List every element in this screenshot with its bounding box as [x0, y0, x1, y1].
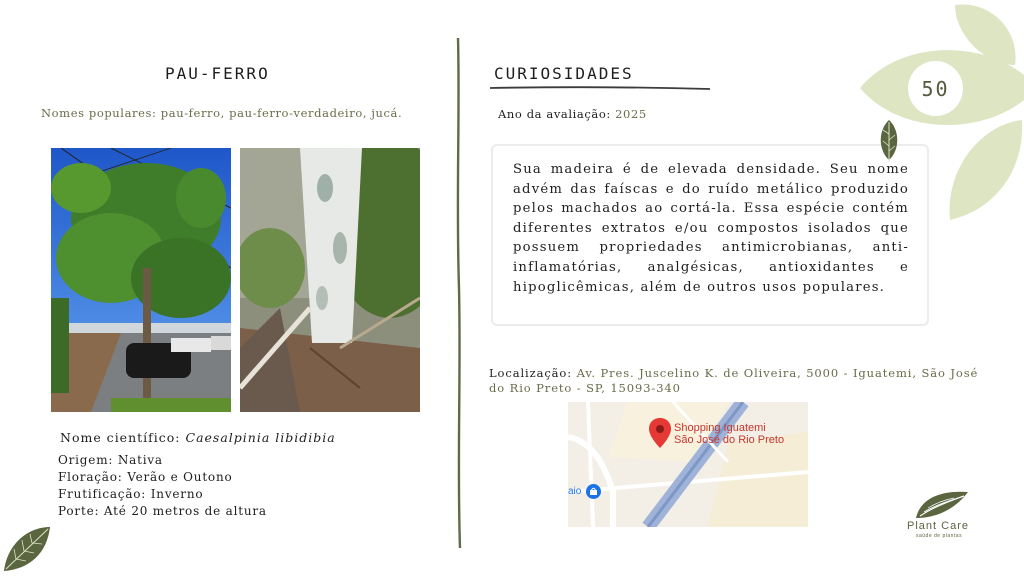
map-place-line1: Shopping Iguatemi [674, 422, 766, 434]
year-label: Ano da avaliação: [498, 107, 616, 121]
map-place-line2: São José do Rio Preto [674, 434, 785, 446]
location [489, 366, 979, 396]
map-pin-icon[interactable] [649, 418, 671, 448]
fact-origin: Origem: Nativa [58, 453, 163, 467]
brand-name: Plant Care [907, 520, 969, 532]
tree-photo [51, 148, 231, 412]
scientific-name-line [60, 430, 336, 445]
species-title: PAU-FERRO [165, 64, 270, 83]
vertical-divider [452, 38, 466, 548]
number-badge [908, 61, 963, 116]
fact-flowering: Floração: Verão e Outono [58, 470, 233, 484]
curiosities-title: CURIOSIDADES [494, 64, 634, 83]
plant-care-logo [914, 488, 970, 520]
popular-names: Nomes populares: pau-ferro, pau-ferro-verdadeiro, jucá. [41, 106, 403, 120]
location-map[interactable] [568, 402, 808, 527]
fact-fruiting: Frutificação: Inverno [58, 487, 204, 501]
leaf-icon [878, 120, 900, 162]
scientific-name: Caesalpinia libidibia [185, 430, 336, 445]
title-underline [490, 84, 712, 92]
scientific-name-label: Nome científico: [60, 430, 186, 445]
evaluation-year [498, 107, 647, 121]
brand-tagline: saúde de plantas [916, 533, 963, 539]
location-label: Localização: [489, 366, 577, 380]
fact-size: Porte: Até 20 metros de altura [58, 504, 267, 518]
leaf-icon-bottom [2, 525, 52, 573]
trunk-photo [240, 148, 420, 412]
badge-number: 50 [921, 76, 950, 101]
shopping-bag-icon[interactable] [586, 484, 601, 499]
description-text: Sua madeira é de elevada densidade. Seu nome advém das faíscas e do ruído metálico produzido pelos machados ao cortá-la. Essa espécie contém diferentes extratos e/ou compostos isolados que possuem propriedades antimicrobianas, anti-inflamatórias, analgésicas, antioxidantes e hipoglicêmicas, além de outros usos populares. [513, 162, 909, 295]
location-value: Av. Pres. Juscelino K. de Oliveira, 5000 - Iguatemi, São José do Rio Preto - SP, 15093-340 [489, 366, 979, 395]
facts-list [58, 452, 267, 520]
year-value: 2025 [615, 107, 647, 121]
map-partial-label: aio [568, 486, 582, 497]
